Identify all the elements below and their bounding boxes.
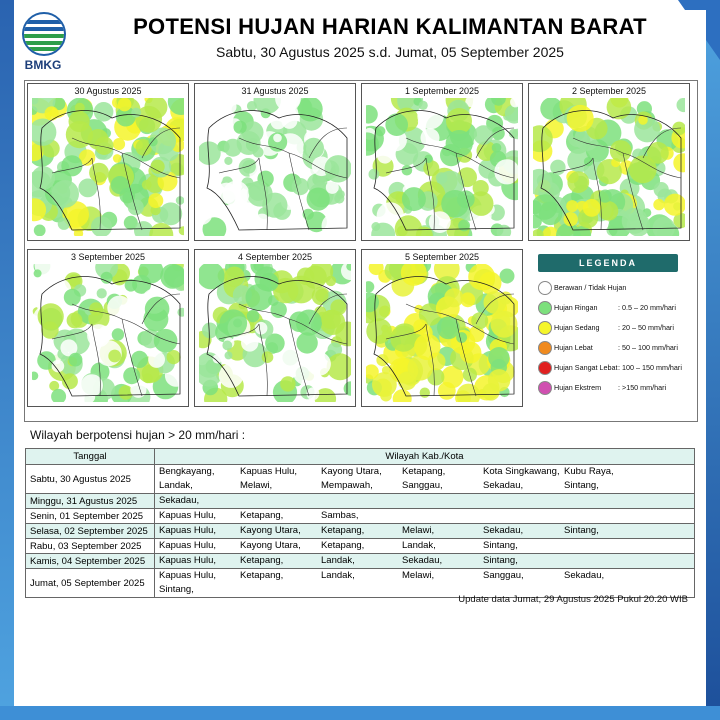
region-name: Sekadau, (159, 495, 200, 506)
rain-blob (145, 297, 170, 322)
legend (530, 248, 690, 404)
rain-blob (223, 181, 250, 208)
rain-blob (159, 202, 182, 225)
region-name: Melawi, (402, 570, 435, 581)
map-grid (24, 80, 698, 422)
rain-blob (413, 319, 427, 333)
rain-blob (111, 176, 129, 194)
legend-swatch-extreme (538, 381, 552, 395)
legend-item-light: Hujan Ringan : 0.5 – 20 mm/hari (538, 300, 698, 316)
rain-blob (292, 178, 309, 195)
row-regions (155, 509, 695, 524)
rain-blob (456, 332, 467, 343)
rain-blob (247, 310, 260, 323)
region-name: Sekadau, (483, 525, 524, 536)
rain-blob (474, 125, 494, 145)
rain-blob (377, 148, 392, 163)
rain-blob (234, 121, 247, 134)
rainfall-map (32, 264, 184, 402)
rain-blob (255, 322, 268, 335)
region-name: Sintang, (564, 480, 599, 491)
bmkg-logo-emblem (22, 12, 66, 56)
rain-blob (664, 194, 685, 216)
rain-blob (81, 374, 103, 396)
rain-blob (419, 101, 428, 110)
rain-blob (654, 182, 669, 197)
region-name: Kapuas Hulu, (159, 570, 217, 581)
region-name: Sintang, (564, 525, 599, 536)
region-name: Ketapang, (240, 555, 284, 566)
region-name: Kubu Raya, (564, 466, 614, 477)
page-subtitle: Sabtu, 30 Agustus 2025 s.d. Jumat, 05 September 2025 (216, 44, 564, 60)
rain-blob (500, 269, 515, 284)
rain-blob (436, 172, 448, 184)
row-regions (155, 539, 695, 554)
rain-blob (131, 351, 148, 368)
rain-blob (583, 199, 601, 217)
rain-blob (366, 318, 392, 344)
row-regions (155, 494, 695, 509)
row-date: Sabtu, 30 Agustus 2025 (26, 465, 155, 494)
rain-blob (332, 132, 343, 143)
row-date: Selasa, 02 September 2025 (26, 524, 155, 539)
rain-blob (45, 106, 59, 120)
region-name: Sekadau, (564, 570, 605, 581)
map-panel (361, 83, 523, 241)
region-name: Kayong Utara, (321, 466, 382, 477)
rain-blob (321, 310, 341, 330)
rain-blob (64, 289, 81, 306)
map-panel (194, 83, 356, 241)
rain-blob (492, 143, 502, 153)
rain-blob (280, 376, 295, 391)
rain-blob (113, 154, 122, 163)
region-name: Landak, (321, 570, 355, 581)
region-name: Kapuas Hulu, (240, 466, 298, 477)
rainfall-map (366, 98, 518, 236)
rain-blob (420, 388, 430, 398)
rain-blob (58, 218, 70, 230)
rain-blob (154, 329, 178, 353)
legend-item-moderate: Hujan Sedang : 20 – 50 mm/hari (538, 320, 698, 336)
map-panel (361, 249, 523, 407)
legend-item-heavy: Hujan Lebat : 50 – 100 mm/hari (538, 340, 698, 356)
map-panel (194, 249, 356, 407)
rain-blob (499, 292, 512, 305)
map-panel-date: 4 September 2025 (237, 252, 313, 262)
bmkg-logo (20, 12, 66, 74)
rainfall-map (366, 264, 518, 402)
rain-blob (107, 296, 131, 320)
rain-blob (438, 382, 456, 400)
row-regions (155, 465, 695, 494)
rain-blob (402, 165, 413, 176)
legend-title: LEGENDA (538, 254, 678, 272)
rain-blob (220, 309, 248, 337)
table-row (26, 465, 695, 494)
rain-blob (446, 130, 473, 157)
table-header-date: Tanggal (26, 449, 155, 465)
region-name: Sekadau, (402, 555, 443, 566)
rain-blob (87, 324, 110, 347)
table-row (26, 509, 695, 524)
rain-blob (421, 128, 440, 147)
rainfall-map (199, 98, 351, 236)
row-regions (155, 554, 695, 569)
rain-blob (78, 179, 97, 198)
rain-blob (458, 220, 470, 232)
rain-blob (148, 351, 165, 368)
legend-item-extreme: Hujan Ekstrem : >150 mm/hari (538, 380, 698, 396)
legend-swatch-light (538, 301, 552, 315)
rain-blob (34, 225, 46, 237)
region-name: Sintang, (483, 555, 518, 566)
row-regions (155, 524, 695, 539)
region-table (25, 448, 695, 598)
region-name: Mempawah, (321, 480, 373, 491)
rain-blob (390, 326, 416, 352)
map-panel-date: 2 September 2025 (571, 86, 647, 96)
region-name: Ketapang, (321, 540, 365, 551)
map-panel-date: 1 September 2025 (404, 86, 480, 96)
rain-blob (550, 160, 565, 175)
rain-blob (69, 353, 83, 367)
rain-blob (253, 147, 264, 158)
region-name: Sanggau, (402, 480, 443, 491)
region-name: Ketapang, (402, 466, 446, 477)
rain-blob (444, 288, 463, 307)
region-name: Kapuas Hulu, (159, 555, 217, 566)
rain-blob (112, 328, 124, 340)
legend-swatch-very-heavy (538, 361, 552, 375)
rain-blob (32, 166, 55, 190)
region-name: Melawi, (240, 480, 273, 491)
map-panel (27, 83, 189, 241)
region-name: Kapuas Hulu, (159, 540, 217, 551)
table-row (26, 539, 695, 554)
region-name: Sintang, (483, 540, 518, 551)
region-name: Ketapang, (321, 525, 365, 536)
rain-blob (653, 199, 664, 210)
rainfall-map (32, 98, 184, 236)
region-name: Ketapang, (240, 570, 284, 581)
page-title: POTENSI HUJAN HARIAN KALIMANTAN BARAT (133, 14, 647, 39)
rain-blob (402, 187, 426, 211)
row-date: Senin, 01 September 2025 (26, 509, 155, 524)
rain-blob (61, 155, 82, 176)
table-header-regions: Wilayah Kab./Kota (155, 449, 695, 465)
rain-blob (242, 160, 256, 174)
map-panel (27, 249, 189, 407)
region-name: Melawi, (402, 525, 435, 536)
rain-blob (326, 181, 339, 194)
region-name: Landak, (159, 480, 193, 491)
rain-blob (101, 272, 113, 284)
rain-blob (41, 321, 58, 338)
map-panel-date: 3 September 2025 (70, 252, 146, 262)
rain-blob (567, 105, 594, 132)
rain-blob (566, 200, 578, 212)
region-name: Sambas, (321, 510, 359, 521)
rain-blob (222, 341, 232, 351)
rain-blob (326, 276, 336, 286)
update-note: Update data Jumat, 29 Agustus 2025 Pukul 20.20 WIB (458, 594, 688, 605)
region-name: Kayong Utara, (240, 540, 301, 551)
rain-blob (97, 288, 107, 298)
rain-blob (273, 134, 282, 143)
row-date: Kamis, 04 September 2025 (26, 554, 155, 569)
region-name: Ketapang, (240, 510, 284, 521)
rain-blob (629, 156, 657, 184)
rain-blob (108, 350, 121, 363)
table-row (26, 524, 695, 539)
rain-blob (271, 302, 287, 318)
map-panel-date: 30 Agustus 2025 (74, 86, 142, 96)
map-panel (528, 83, 690, 241)
rain-blob (369, 169, 380, 180)
rain-blob (488, 369, 510, 391)
rain-blob (224, 157, 232, 165)
rain-blob (307, 188, 330, 211)
rain-blob (303, 138, 324, 159)
rain-blob (423, 160, 439, 176)
bmkg-logo-text: BMKG (24, 58, 62, 72)
rain-blob (622, 208, 648, 234)
table-row (26, 494, 695, 509)
legend-item-cloudy: Berawan / Tidak Hujan (538, 280, 698, 296)
legend-item-very-heavy: Hujan Sangat Lebat : 100 – 150 mm/hari (538, 360, 698, 376)
map-panel-date: 5 September 2025 (404, 252, 480, 262)
rain-blob (385, 113, 408, 136)
rain-blob (610, 140, 632, 162)
row-date: Minggu, 31 Agustus 2025 (26, 494, 155, 509)
rain-blob (457, 190, 475, 208)
legend-swatch-cloudy (538, 281, 552, 295)
rain-blob (118, 98, 132, 111)
rain-blob (142, 180, 152, 190)
region-name: Kayong Utara, (240, 525, 301, 536)
left-accent-band (0, 0, 14, 720)
rain-blob (473, 180, 489, 196)
rain-blob (223, 100, 237, 114)
legend-swatch-moderate (538, 321, 552, 335)
region-name: Landak, (321, 555, 355, 566)
rain-blob (262, 351, 274, 363)
rain-blob (567, 171, 589, 193)
rainfall-map (533, 98, 685, 236)
rain-blob (491, 311, 518, 338)
rain-blob (224, 267, 244, 287)
region-name: Sekadau, (483, 480, 524, 491)
map-panel-date: 31 Agustus 2025 (241, 86, 309, 96)
region-name: Landak, (402, 540, 436, 551)
region-name: Sintang, (159, 584, 194, 595)
rain-blob (293, 359, 320, 386)
rain-blob (336, 190, 345, 199)
section-title: Wilayah berpotensi hujan > 20 mm/hari : (30, 428, 246, 442)
right-accent-band (706, 0, 720, 720)
region-name: Sanggau, (483, 570, 524, 581)
rain-blob (131, 108, 141, 118)
rain-blob (51, 180, 79, 208)
rain-blob (151, 160, 165, 174)
rain-blob (148, 193, 163, 208)
rain-blob (241, 334, 258, 351)
region-name: Kapuas Hulu, (159, 510, 217, 521)
rain-blob (89, 302, 103, 316)
rain-blob (225, 351, 233, 359)
rain-blob (488, 347, 509, 368)
rain-blob (303, 266, 326, 289)
rain-blob (113, 138, 125, 150)
row-date: Rabu, 03 September 2025 (26, 539, 155, 554)
legend-swatch-heavy (538, 341, 552, 355)
rainfall-map (199, 264, 351, 402)
rain-blob (67, 313, 83, 329)
region-name: Bengkayang, (159, 466, 215, 477)
region-name: Kota Singkawang, (483, 466, 560, 477)
region-name: Kapuas Hulu, (159, 525, 217, 536)
rain-blob (414, 334, 440, 360)
table-header-row (26, 449, 695, 465)
rain-blob (296, 310, 322, 336)
rain-blob (224, 139, 242, 157)
bottom-accent-band (0, 706, 720, 720)
row-date: Jumat, 05 September 2025 (26, 569, 155, 598)
rain-blob (167, 350, 181, 364)
rain-blob (34, 269, 42, 277)
table-row (26, 554, 695, 569)
